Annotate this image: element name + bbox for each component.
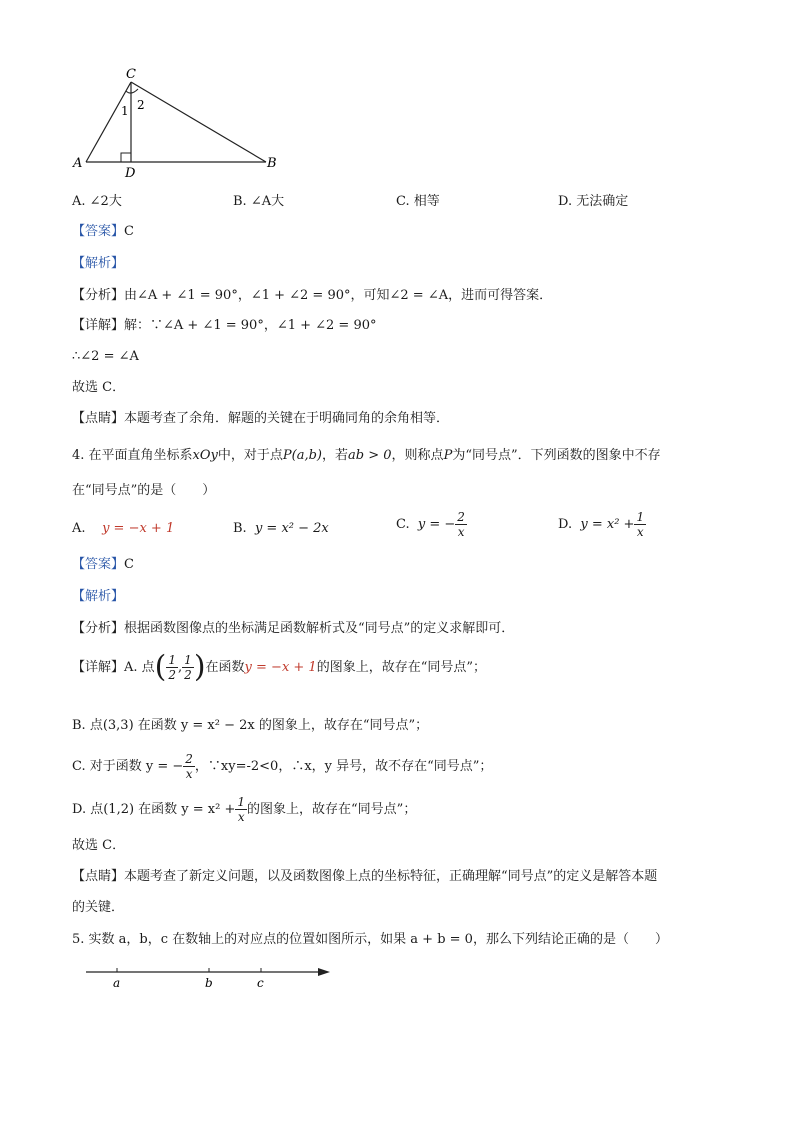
q3-choose: 故选 C． <box>72 380 126 395</box>
point-label-a: a <box>113 976 121 990</box>
side-CB <box>131 82 266 162</box>
angle-arc <box>126 89 138 93</box>
q4-detail-c: C. 对于函数 y = − $\frac{2}{x}$ ，∵xy=-2<0，∴x，y 异号，故不存在“同号点”； <box>72 752 493 781</box>
q3-option-a: A. ∠2大 <box>72 194 122 209</box>
q4-stem-line2: 在“同号点”的是（ ） <box>72 483 216 498</box>
side-AC <box>86 82 131 162</box>
label-B: B <box>267 156 277 171</box>
q3-xiangjie: 【详解】解：∵∠A + ∠1 = 90°，∠1 + ∠2 = 90° <box>72 318 377 333</box>
q5-stem: 5. 实数 a，b，c 在数轴上的对应点的位置如图所示，如果 a + b = 0，那么下列结论正确的是（ ） <box>72 932 668 947</box>
point-label-c: c <box>257 976 264 990</box>
number-line <box>80 962 340 996</box>
q4-fenxi: 【分析】根据函数图像点的坐标满足函数解析式及“同号点”的定义求解即可． <box>72 621 515 636</box>
q4-detail-d: D. 点(1,2) 在函数 y = x² + $\frac{1}{x}$ 的图象上，故存在“同号点”； <box>72 795 417 824</box>
q4-choose: 故选 C． <box>72 838 126 853</box>
q4-detail-b: B. 点(3,3) 在函数 y = x² − 2x 的图象上，故存在“同号点”； <box>72 718 429 733</box>
q4-jiexi: 【解析】 <box>72 589 125 604</box>
q4-stem-line1: 4. 在平面直角坐标系xOy中，对于点P(a,b)，若ab > 0，则称点P为“同号点”．下列函数的图象中不存 <box>72 448 661 463</box>
label-2: 2 <box>137 98 145 112</box>
q4-answer: 【答案】C <box>72 557 134 572</box>
q3-option-b: B. ∠A大 <box>233 194 285 209</box>
q4-option-c: C. y = − $\frac{2}{x}$ <box>396 510 465 539</box>
label-C: C <box>126 67 136 82</box>
axis-arrow-icon <box>318 968 330 976</box>
q3-option-d: D. 无法确定 <box>558 194 629 209</box>
right-angle-mark <box>121 153 131 162</box>
q4-option-b: B. y = x² − 2x <box>233 521 329 536</box>
label-D: D <box>125 166 136 181</box>
q4-detail-a: 【详解】A. 点( $\frac{1}{2}$ , $\frac{1}{2}$ )在函数y = −x + 1的图象上，故存在“同号点”； <box>72 649 486 685</box>
q4-dianjing-2: 的关键． <box>72 900 125 915</box>
q4-option-d: D. y = x² + $\frac{1}{x}$ <box>558 510 645 539</box>
q3-answer: 【答案】C <box>72 224 134 239</box>
label-1: 1 <box>121 104 129 118</box>
q3-option-c: C. 相等 <box>396 194 440 209</box>
point-label-b: b <box>205 976 213 990</box>
triangle-figure <box>68 66 288 182</box>
q3-conclusion: ∴∠2 = ∠A <box>72 349 139 364</box>
q3-fenxi: 【分析】由∠A + ∠1 = 90°，∠1 + ∠2 = 90°，可知∠2 = ∠A，进而可得答案． <box>72 288 553 303</box>
q4-option-a: A. y = −x + 1 <box>72 521 175 536</box>
q3-dianjing: 【点睛】本题考查了余角．解题的关键在于明确同角的余角相等． <box>72 411 450 426</box>
label-A: A <box>73 156 83 171</box>
q3-jiexi: 【解析】 <box>72 256 125 271</box>
q4-dianjing-1: 【点睛】本题考查了新定义问题，以及函数图像上点的坐标特征，正确理解“同号点”的定义是解答本题 <box>72 869 658 884</box>
